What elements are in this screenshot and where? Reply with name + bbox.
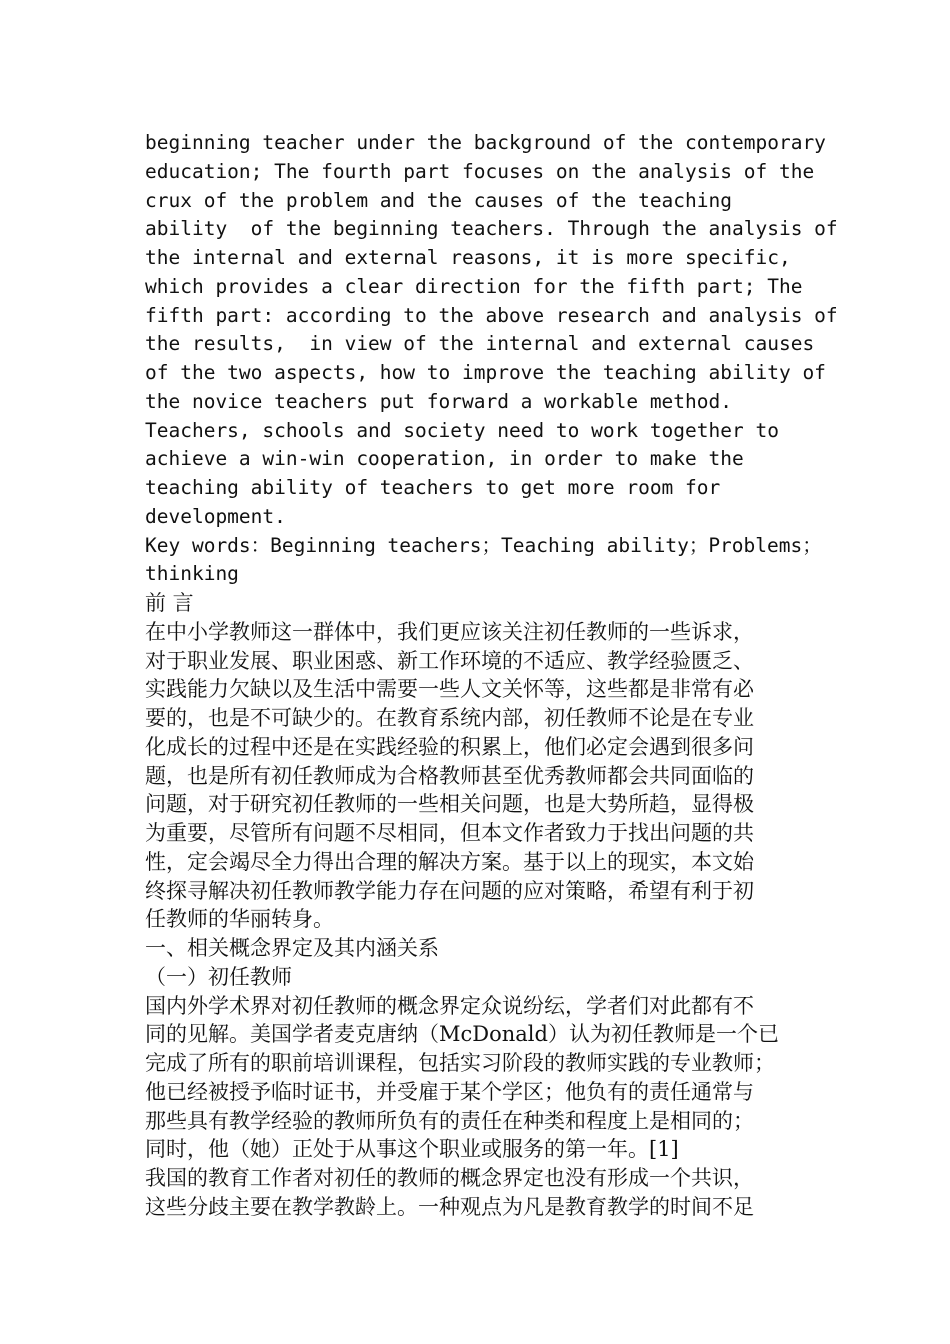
abstract-line: crux of the problem and the causes of the teaching (145, 188, 732, 212)
paragraph-line: 同的见解。美国学者麦克唐纳（McDonald）认为初任教师是一个已 (145, 1022, 779, 1047)
paragraph-line: 性，定会竭尽全力得出合理的解决方案。基于以上的现实，本文始 (145, 849, 754, 874)
abstract-line: the results, in view of the internal and external causes (145, 332, 815, 356)
abstract-line: ability of the beginning teachers. Through the analysis of (145, 217, 838, 241)
abstract-line: Teachers, schools and society need to work together to (145, 418, 779, 442)
abstract-line: achieve a win-win cooperation, in order to make the (145, 447, 744, 471)
paragraph-line: 要的，也是不可缺少的。在教育系统内部，初任教师不论是在专业 (145, 706, 754, 730)
abstract-line: education; The fourth part focuses on the analysis of the (145, 159, 815, 183)
paragraph-line: 为重要，尽管所有问题不尽相同，但本文作者致力于找出问题的共 (145, 821, 754, 845)
abstract-line: of the two aspects, how to improve the teaching ability of (145, 361, 826, 384)
paragraph-line: 在中小学教师这一群体中，我们更应该关注初任教师的一些诉求， (145, 619, 754, 644)
abstract-line: development. (145, 504, 286, 528)
paragraph-line: 任教师的华丽转身。 (145, 907, 334, 932)
document-body (145, 129, 838, 1222)
paragraph-line: 对于职业发展、职业困惑、新工作环境的不适应、教学经验匮乏、 (145, 648, 754, 673)
paragraph-line: 同时，他（她）正处于从事这个职业或服务的第一年。[1] (145, 1137, 679, 1162)
paragraph-line: 实践能力欠缺以及生活中需要一些人文关怀等，这些都是非常有必 (145, 677, 754, 702)
abstract-line: the internal and external reasons, it is more specific, (145, 246, 791, 269)
keywords-line: thinking (145, 562, 239, 586)
paragraph-line: 题，也是所有初任教师成为合格教师甚至优秀教师都会共同面临的 (145, 763, 754, 788)
paragraph-line: 这些分歧主要在教学教龄上。一种观点为凡是教育教学的时间不足 (145, 1194, 754, 1219)
subsection-heading: （一）初任教师 (145, 964, 292, 989)
paragraph-line: 那些具有教学经验的教师所负有的责任在种类和程度上是相同的； (145, 1108, 754, 1133)
abstract-line: fifth part: according to the above research and analysis of (145, 303, 838, 327)
abstract-line: teaching ability of teachers to get more room for (145, 476, 721, 499)
abstract-line: beginning teacher under the background of the contemporary (145, 131, 826, 154)
keywords (145, 532, 825, 590)
paragraph-line: 完成了所有的职前培训课程，包括实习阶段的教师实践的专业教师； (145, 1051, 775, 1075)
paragraph-line: 我国的教育工作者对初任的教师的概念界定也没有形成一个共识， (145, 1166, 754, 1190)
paragraph-line: 问题，对于研究初任教师的一些相关问题，也是大势所趋，显得极 (145, 792, 754, 817)
paragraph-line: 他已经被授予临时证书，并受雇于某个学区；他负有的责任通常与 (145, 1079, 754, 1104)
domestic-paragraph (145, 1164, 825, 1222)
abstract-line: which provides a clear direction for the fifth part; The (145, 274, 803, 298)
paragraph-line: 化成长的过程中还是在实践经验的积累上，他们必定会遇到很多问 (145, 734, 754, 759)
section-heading: 一、相关概念界定及其内涵关系 (145, 936, 439, 960)
keywords-line: Key words：Beginning teachers；Teaching ability；Problems； (145, 533, 822, 557)
preface-heading: 前 言 (145, 591, 194, 615)
abstract-line: the novice teachers put forward a workable method. (145, 389, 732, 413)
definition-paragraph (145, 992, 825, 1165)
paragraph-line: 终探寻解决初任教师教学能力存在问题的应对策略，希望有利于初 (145, 878, 754, 903)
paragraph-line: 国内外学术界对初任教师的概念界定众说纷纭，学者们对此都有不 (145, 993, 754, 1018)
abstract-english (145, 129, 838, 532)
preface-paragraph (145, 618, 825, 934)
